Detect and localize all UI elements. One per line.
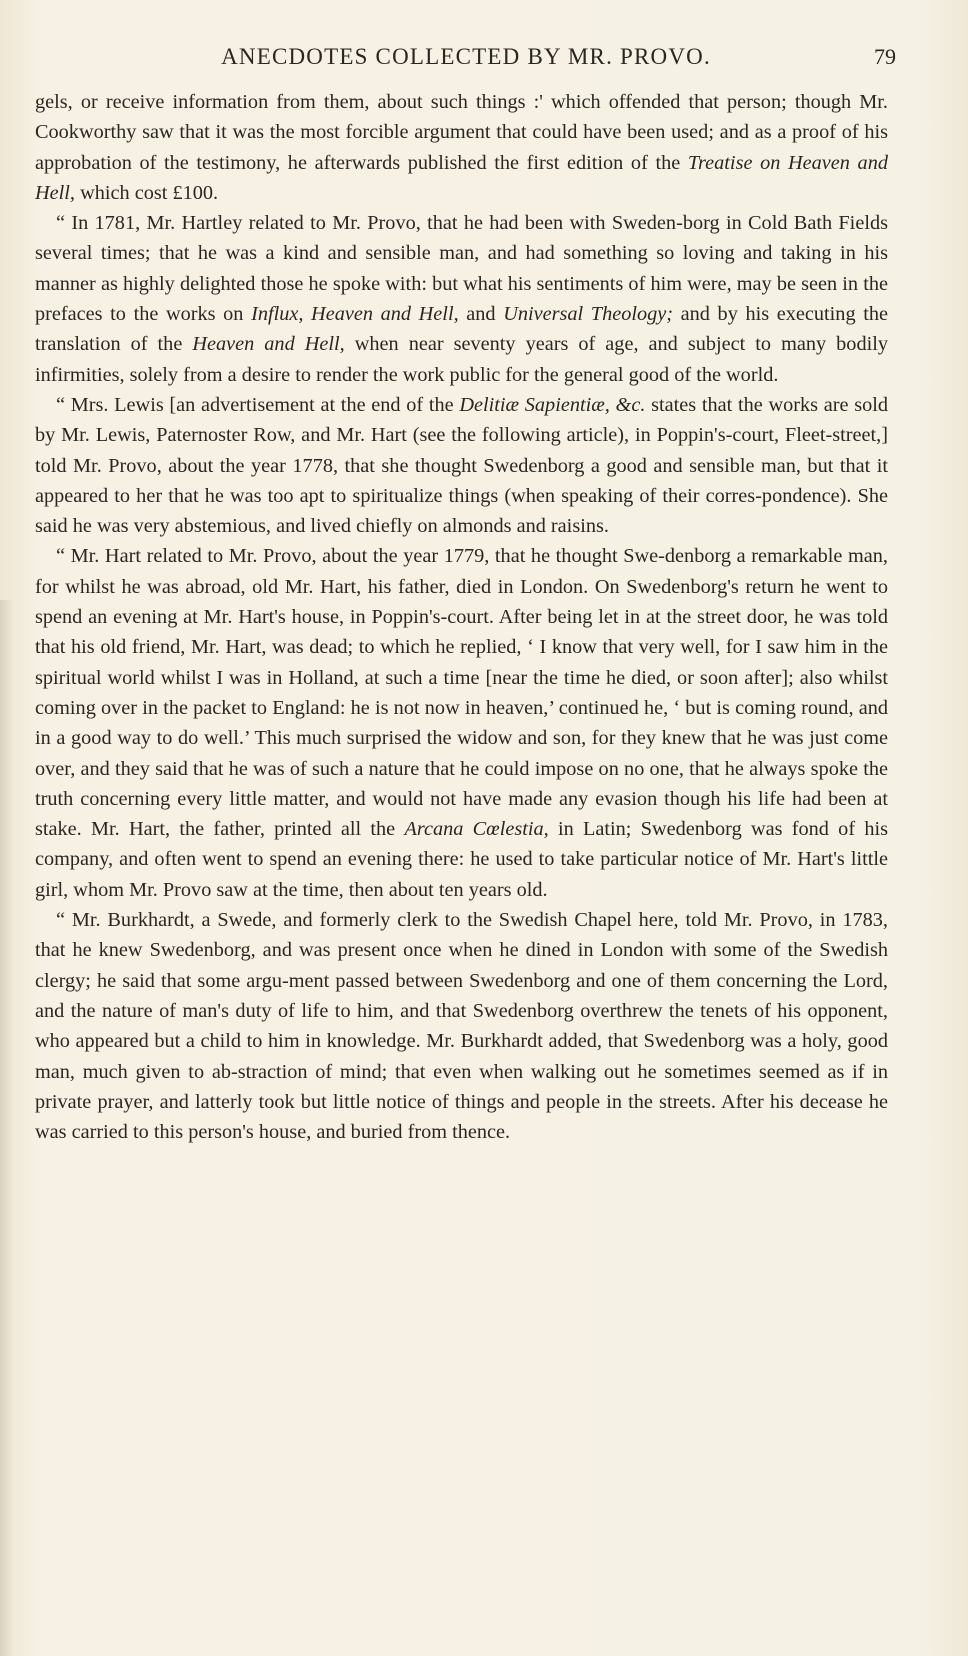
body-text <box>35 87 888 1147</box>
text-run: when near seventy years of age, and subject to many bodily infirmities, solely from a desire to render the work public for the general good of the world. <box>35 333 889 386</box>
book-title: Heaven and Hell, <box>192 333 345 356</box>
book-title: Treatise on Heaven and Hell, <box>35 151 888 204</box>
running-head: ANECDOTES COLLECTED BY MR. PROVO. <box>221 44 711 69</box>
text-run: gels, or receive information from them, about such things :' which offended that person; though Mr. Cookworthy saw that it was the most forcible argument that could have been used; and as a proof of his approbation of the testimony, he afterwards published the first edition of the <box>35 91 888 174</box>
text-run: in Latin; Swedenborg was fond of his company, and often went to spend an evening there: he used to take particular notice of Mr. Hart's little girl, whom Mr. Provo saw at the time, then about ten years old. <box>35 818 888 901</box>
text-run: “ In 1781, Mr. Hartley related to Mr. Provo, that he had been with Sweden-borg in Cold Bath Fields several times; that he was a kind and sensible man, and had something so loving and taking in his manner as highly delighted those he spoke with: but what his sentiments of him were, may be seen in the prefaces to the works on <box>35 212 888 326</box>
paragraph-hartley <box>35 208 888 390</box>
text-run: and <box>458 303 504 326</box>
gutter-shadow <box>0 600 14 1656</box>
paragraph-burkhardt: “ Mr. Burkhardt, a Swede, and formerly clerk to the Swedish Chapel here, told Mr. Provo, in 1783, that he knew Swedenborg, and was present once when he dined in London with some of the Swedish clergy; he said that some argu-ment passed between Swedenborg and one of them concerning the Lord, and the nature of man's duty of life to him, and that Swedenborg overthrew the tenets of his opponent, who appeared but a child to him in knowledge. Mr. Burkhardt added, that Swedenborg was a holy, good man, much given to ab-straction of mind; that even when walking out he sometimes seemed as if in private prayer, and latterly took but little notice of things and people in the streets. After his decease he was carried to this person's house, and buried from thence. <box>35 909 888 1144</box>
text-run: states that the works are sold by Mr. Lewis, Paternoster Row, and Mr. Hart (see the following article), in Poppin's-court, Fleet-street,] told Mr. Provo, about the year 1778, that she thought Swedenborg a good and sensible man, but that it appeared to her that he was too apt to spiritualize things (when speaking of their corres-pondence). She said he was very abstemious, and lived chiefly on almonds and raisins. <box>35 393 889 538</box>
text-run: which cost £100. <box>75 181 219 204</box>
text-run: “ Mrs. Lewis [an advertisement at the end of the <box>56 393 460 416</box>
text-run: and by his executing the translation of the <box>35 303 888 356</box>
paragraph-mrs-lewis <box>35 390 888 541</box>
paragraph-mr-hart <box>35 541 888 905</box>
book-title: Delitiæ Sapientiæ, &c. <box>459 393 646 416</box>
book-title: Influx, Heaven and Hell, <box>251 303 459 326</box>
book-title: Universal Theology; <box>503 303 674 326</box>
text-run: “ Mr. Hart related to Mr. Provo, about the year 1779, that he thought Swe-denborg a remarkable man, for whilst he was abroad, old Mr. Hart, his father, died in London. On Swedenborg's return he went to spend an evening at Mr. Hart's house, in Poppin's-court. After being let in at the street door, he was told that his old friend, Mr. Hart, was dead; to which he replied, ‘ I know that very well, for I saw him in the spiritual world whilst I was in Holland, at such a time [near the time he died, or soon after]; also whilst coming over in the packet to England: he is not now in heaven,’ continued he, ‘ but is coming round, and in a good way to do well.’ This much surprised the widow and son, for they knew that he was just come over, and they said that he was of such a nature that he could impose on no one, that he always spoke the truth concerning every little matter, and would not have made any evasion though his life had been at stake. Mr. Hart, the father, printed all the <box>35 545 888 841</box>
page-number: 79 <box>874 44 896 69</box>
page-header <box>36 40 896 74</box>
book-title: Arcana Cœlestia, <box>404 818 549 841</box>
paragraph-cookworthy <box>35 87 888 208</box>
